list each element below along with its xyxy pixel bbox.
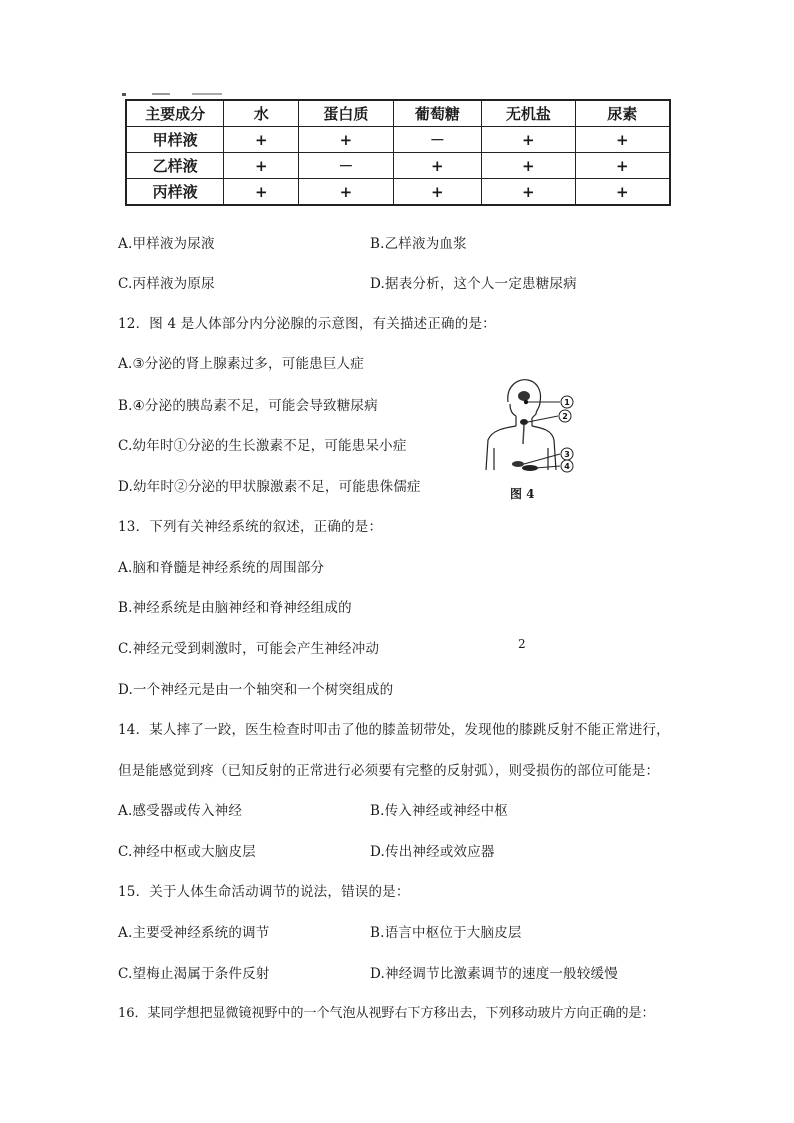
table-cell: +: [575, 179, 670, 206]
table-cell: 丙样液: [126, 179, 224, 206]
q15-option-a: A.主要受神经系统的调节: [118, 925, 270, 941]
q14-option-a: A.感受器或传入神经: [118, 803, 243, 819]
composition-table: [125, 99, 671, 206]
figure-label-3: 3: [564, 450, 570, 459]
table-header-cell: 无机盐: [482, 100, 575, 127]
q15-option-b: B.语言中枢位于大脑皮层: [370, 925, 522, 941]
table-cell: +: [482, 153, 575, 179]
table-header-cell: 蛋白质: [299, 100, 393, 127]
table-cell: +: [575, 153, 670, 179]
q12-option-b: B.④分泌的胰岛素不足，可能会导致糖尿病: [118, 398, 378, 414]
table-cell: +: [482, 127, 575, 153]
table-header-row: [126, 100, 670, 127]
q15-option-c: C.望梅止渴属于条件反射: [118, 966, 270, 982]
table-cell: +: [482, 179, 575, 206]
q14-stem-line1: 14．某人摔了一跤，医生检查时叩击了他的膝盖韧带处，发现他的膝跳反射不能正常进行，: [118, 722, 670, 738]
q13-stem: 13．下列有关神经系统的叙述，正确的是：: [118, 519, 383, 535]
q15-option-d: D.神经调节比激素调节的速度一般较缓慢: [370, 966, 618, 982]
q12-option-a: A.③分泌的肾上腺素过多，可能患巨人症: [118, 356, 364, 372]
q14-stem-line2: 但是能感觉到疼（已知反射的正常进行必须要有完整的反射弧），则受损伤的部位可能是：: [118, 763, 660, 779]
table-header-cell: 主要成分: [126, 100, 224, 127]
table-header-cell: 葡萄糖: [393, 100, 482, 127]
table-cell: +: [393, 153, 482, 179]
table-cell: 甲样液: [126, 127, 224, 153]
q11-option-c: C.丙样液为原尿: [118, 276, 215, 292]
q14-option-b: B.传入神经或神经中枢: [370, 803, 508, 819]
figure-label-4: 4: [564, 462, 570, 471]
table-cell: －: [393, 127, 482, 153]
figure-label-2: 2: [562, 412, 568, 421]
table-row: [126, 153, 670, 179]
q13-option-d: D.一个神经元是由一个轴突和一个树突组成的: [118, 682, 394, 698]
table-row: [126, 179, 670, 206]
q12-stem: 12．图 4 是人体部分内分泌腺的示意图，有关描述正确的是：: [118, 316, 496, 332]
q16-stem: 16．某同学想把显微镜视野中的一个气泡从视野右下方移出去，下列移动玻片方向正确的是：: [118, 1006, 655, 1021]
q15-stem: 15．关于人体生命活动调节的说法，错误的是：: [118, 884, 410, 900]
table-cell: +: [224, 127, 299, 153]
figure-caption: 图 4: [510, 487, 535, 501]
table-cell: +: [224, 153, 299, 179]
figure-label-1: 1: [564, 398, 570, 407]
page-number: 2: [518, 637, 526, 651]
q11-option-d: D.据表分析，这个人一定患糖尿病: [370, 276, 577, 292]
table-cell: +: [393, 179, 482, 206]
q11-option-b: B.乙样液为血浆: [370, 236, 467, 252]
table-cell: +: [299, 179, 393, 206]
q13-option-c: C.神经元受到刺激时，可能会产生神经冲动: [118, 641, 380, 657]
q12-option-c: C.幼年时①分泌的生长激素不足，可能患呆小症: [118, 438, 407, 454]
table-cell: －: [299, 153, 393, 179]
table-cell: +: [299, 127, 393, 153]
q14-option-d: D.传出神经或效应器: [370, 844, 495, 860]
scan-artifact: [122, 92, 232, 96]
table-row: [126, 127, 670, 153]
q13-option-a: A.脑和脊髓是神经系统的周围部分: [118, 560, 325, 576]
q13-option-b: B.神经系统是由脑神经和脊神经组成的: [118, 600, 352, 616]
table-cell: 乙样液: [126, 153, 224, 179]
table-header-cell: 尿素: [575, 100, 670, 127]
table-cell: +: [575, 127, 670, 153]
q14-option-c: C.神经中枢或大脑皮层: [118, 844, 256, 860]
q12-option-d: D.幼年时②分泌的甲状腺激素不足，可能患侏儒症: [118, 479, 421, 495]
q11-option-a: A.甲样液为尿液: [118, 236, 215, 252]
table-cell: +: [224, 179, 299, 206]
table-header-cell: 水: [224, 100, 299, 127]
